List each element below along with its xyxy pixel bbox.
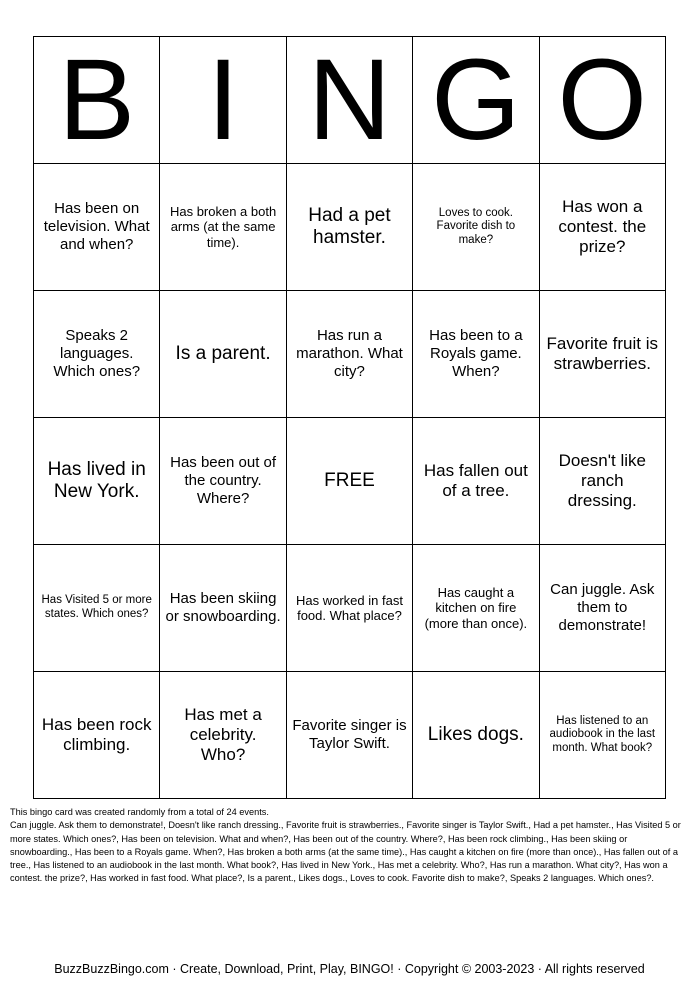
bingo-cell: Has worked in fast food. What place? xyxy=(286,545,412,672)
bingo-cell: Has broken a both arms (at the same time). xyxy=(160,164,286,291)
bingo-cell: Likes dogs. xyxy=(413,672,539,799)
bingo-row-5 xyxy=(34,672,666,799)
bingo-cell: Has listened to an audiobook in the last month. What book? xyxy=(539,672,665,799)
header-letter-i: I xyxy=(160,37,286,164)
bingo-cell: Has been skiing or snowboarding. xyxy=(160,545,286,672)
bingo-cell: Has been on television. What and when? xyxy=(34,164,160,291)
event-list-text: Can juggle. Ask them to demonstrate!, Doesn't like ranch dressing., Favorite fruit is strawberries., Favorite singer is Taylor Swift., Had a pet hamster., Has Visited 5 or more states. Which ones?, Has been on television. What and when?, Has been out of the country. Where?, Has been rock climbing., Has been skiing or snowboarding., Has been to a Royals game. When?, Has broken a both arms (at the same time)., Has caught a kitchen on fire (more than once)., Has fallen out of a tree., Has listened to an audiobook in the last month. What book?, Has lived in New York., Has met a celebrity. Who?, Has run a marathon. What city?, Has won a contest. the prize?, Has worked in fast food. What place?, Is a parent., Likes dogs., Loves to cook. Favorite dish to make?, Speaks 2 languages. Which ones?. xyxy=(10,820,681,884)
bingo-row-2 xyxy=(34,291,666,418)
free-space: FREE xyxy=(286,418,412,545)
card-summary: This bingo card was created randomly from a total of 24 events. xyxy=(10,807,269,817)
bingo-cell: Can juggle. Ask them to demonstrate! xyxy=(539,545,665,672)
bingo-row-3 xyxy=(34,418,666,545)
bingo-row-1 xyxy=(34,164,666,291)
bingo-card xyxy=(33,36,666,799)
bingo-cell: Had a pet hamster. xyxy=(286,164,412,291)
bingo-cell: Speaks 2 languages. Which ones? xyxy=(34,291,160,418)
bingo-cell: Has been rock climbing. xyxy=(34,672,160,799)
site-link[interactable]: BuzzBuzzBingo.com xyxy=(54,962,169,976)
bingo-cell: Has Visited 5 or more states. Which ones? xyxy=(34,545,160,672)
bingo-row-4 xyxy=(34,545,666,672)
bingo-cell: Loves to cook. Favorite dish to make? xyxy=(413,164,539,291)
header-letter-b: B xyxy=(34,37,160,164)
site-credit xyxy=(0,962,699,976)
header-letter-g: G xyxy=(413,37,539,164)
header-letter-o: O xyxy=(539,37,665,164)
credit-text: · Create, Download, Print, Play, BINGO! · Copyright © 2003-2023 · All rights reserved xyxy=(168,962,645,976)
bingo-cell: Has caught a kitchen on fire (more than once). xyxy=(413,545,539,672)
bingo-cell: Has won a contest. the prize? xyxy=(539,164,665,291)
bingo-cell: Is a parent. xyxy=(160,291,286,418)
bingo-cell: Has been to a Royals game. When? xyxy=(413,291,539,418)
bingo-header-row xyxy=(34,37,666,164)
bingo-cell: Has fallen out of a tree. xyxy=(413,418,539,545)
bingo-cell: Has met a celebrity. Who? xyxy=(160,672,286,799)
bingo-cell: Doesn't like ranch dressing. xyxy=(539,418,665,545)
bingo-cell: Favorite singer is Taylor Swift. xyxy=(286,672,412,799)
header-letter-n: N xyxy=(286,37,412,164)
bingo-cell: Has lived in New York. xyxy=(34,418,160,545)
bingo-cell: Favorite fruit is strawberries. xyxy=(539,291,665,418)
card-event-list xyxy=(10,806,690,886)
bingo-cell: Has been out of the country. Where? xyxy=(160,418,286,545)
bingo-cell: Has run a marathon. What city? xyxy=(286,291,412,418)
